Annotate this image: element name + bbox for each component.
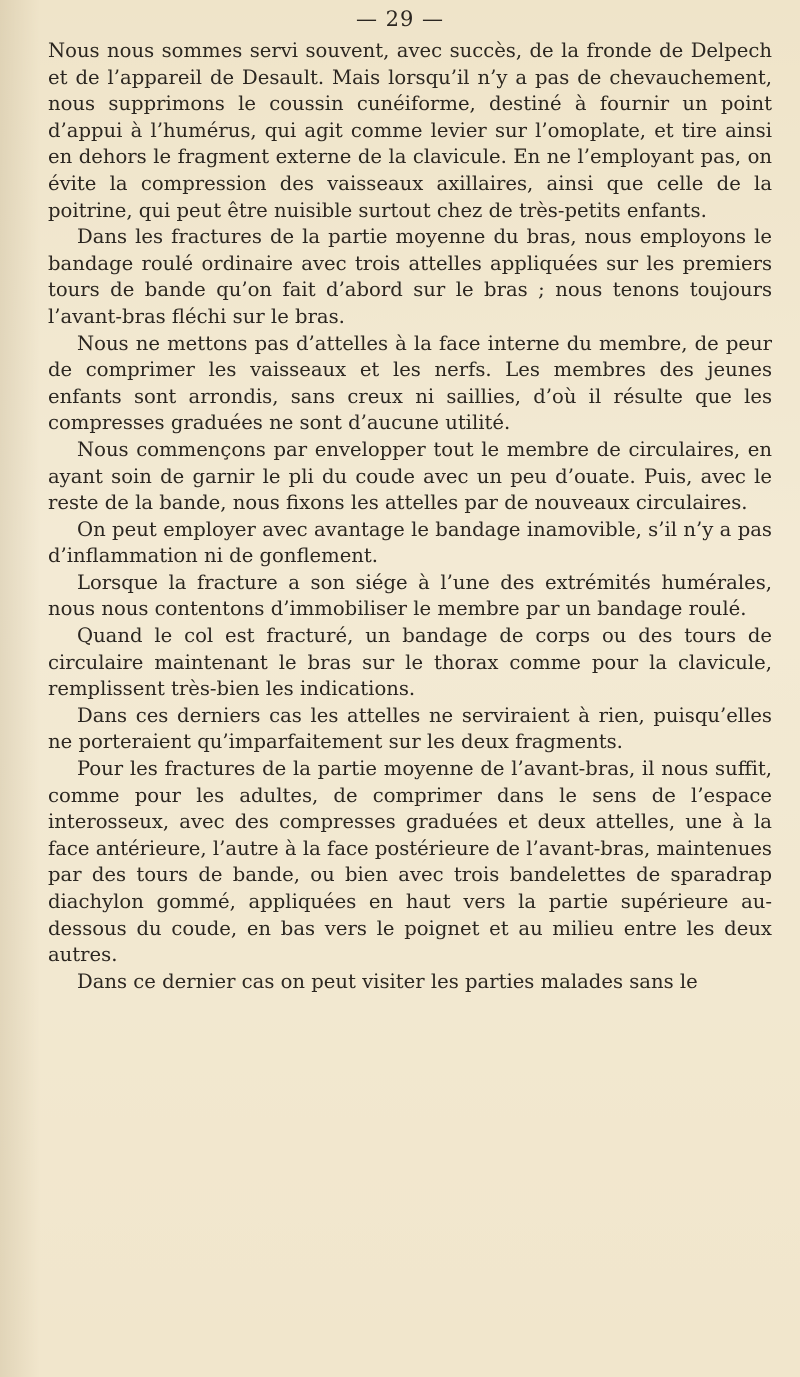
paragraph: Dans ce dernier cas on peut visiter les parties malades sans le — [77, 969, 698, 993]
paragraph: On peut employer avec avantage le bandage inamovible, s’il n’y a pas d’inflammation ni de gonflement. — [48, 517, 772, 568]
paragraph: Pour les fractures de la partie moyenne de l’avant-bras, il nous suffit, comme pour les adultes, de comprimer dans le sens de l’espace interosseux, avec des compresses graduées et deux attelles, une à la face antérieure, l’autre à la face postérieure de l’avant-bras, maintenues par des tours de bande, ou bien avec trois bandelettes de sparadrap diachylon gommé, appliquées en haut vers la partie supérieure au-dessous du coude, en bas vers le poignet et au milieu entre les deux autres. — [48, 757, 772, 967]
page-number: — 29 — — [355, 7, 445, 31]
paragraph: Lorsque la fracture a son siége à l’une des extrémités humérales, nous nous contentons d’immobiliser le membre par un bandage roulé. — [48, 570, 772, 621]
body-text — [48, 38, 772, 995]
paragraph: Dans ces derniers cas les attelles ne serviraient à rien, puisqu’elles ne porteraient qu’imparfaitement sur les deux fragments. — [48, 703, 772, 754]
paragraph: Dans les fractures de la partie moyenne du bras, nous employons le bandage roulé ordinaire avec trois attelles appliquées sur les premiers tours de bande qu’on fait d’abord sur le bras ; nous tenons toujours l’avant-bras fléchi sur le bras. — [48, 225, 772, 328]
paragraph: Nous nous sommes servi souvent, avec succès, de la fronde de Delpech et de l’appareil de Desault. Mais lorsqu’il n’y a pas de chevauchement, nous supprimons le coussin cunéiforme, destiné à fournir un point d’appui à l’humérus, qui agit comme levier sur l’omoplate, et tire ainsi en dehors le fragment externe de la clavicule. En ne l’employant pas, on évite la compression des vaisseaux axillaires, ainsi que celle de la poitrine, qui peut être nuisible surtout chez de très-petits enfants. — [48, 39, 772, 222]
paragraph: Quand le col est fracturé, un bandage de corps ou des tours de circulaire maintenant le bras sur le thorax comme pour la clavicule, remplissent très-bien les indications. — [48, 624, 772, 701]
paragraph: Nous commençons par envelopper tout le membre de circulaires, en ayant soin de garnir le pli du coude avec un peu d’ouate. Puis, avec le reste de la bande, nous fixons les attelles par de nouveaux circulaires. — [48, 437, 772, 515]
paragraph: Nous ne mettons pas d’attelles à la face interne du membre, de peur de comprimer les vaisseaux et les nerfs. Les membres des jeunes enfants sont arrondis, sans creux ni saillies, d’où il résulte que les compresses graduées ne sont d’aucune utilité. — [48, 331, 772, 435]
